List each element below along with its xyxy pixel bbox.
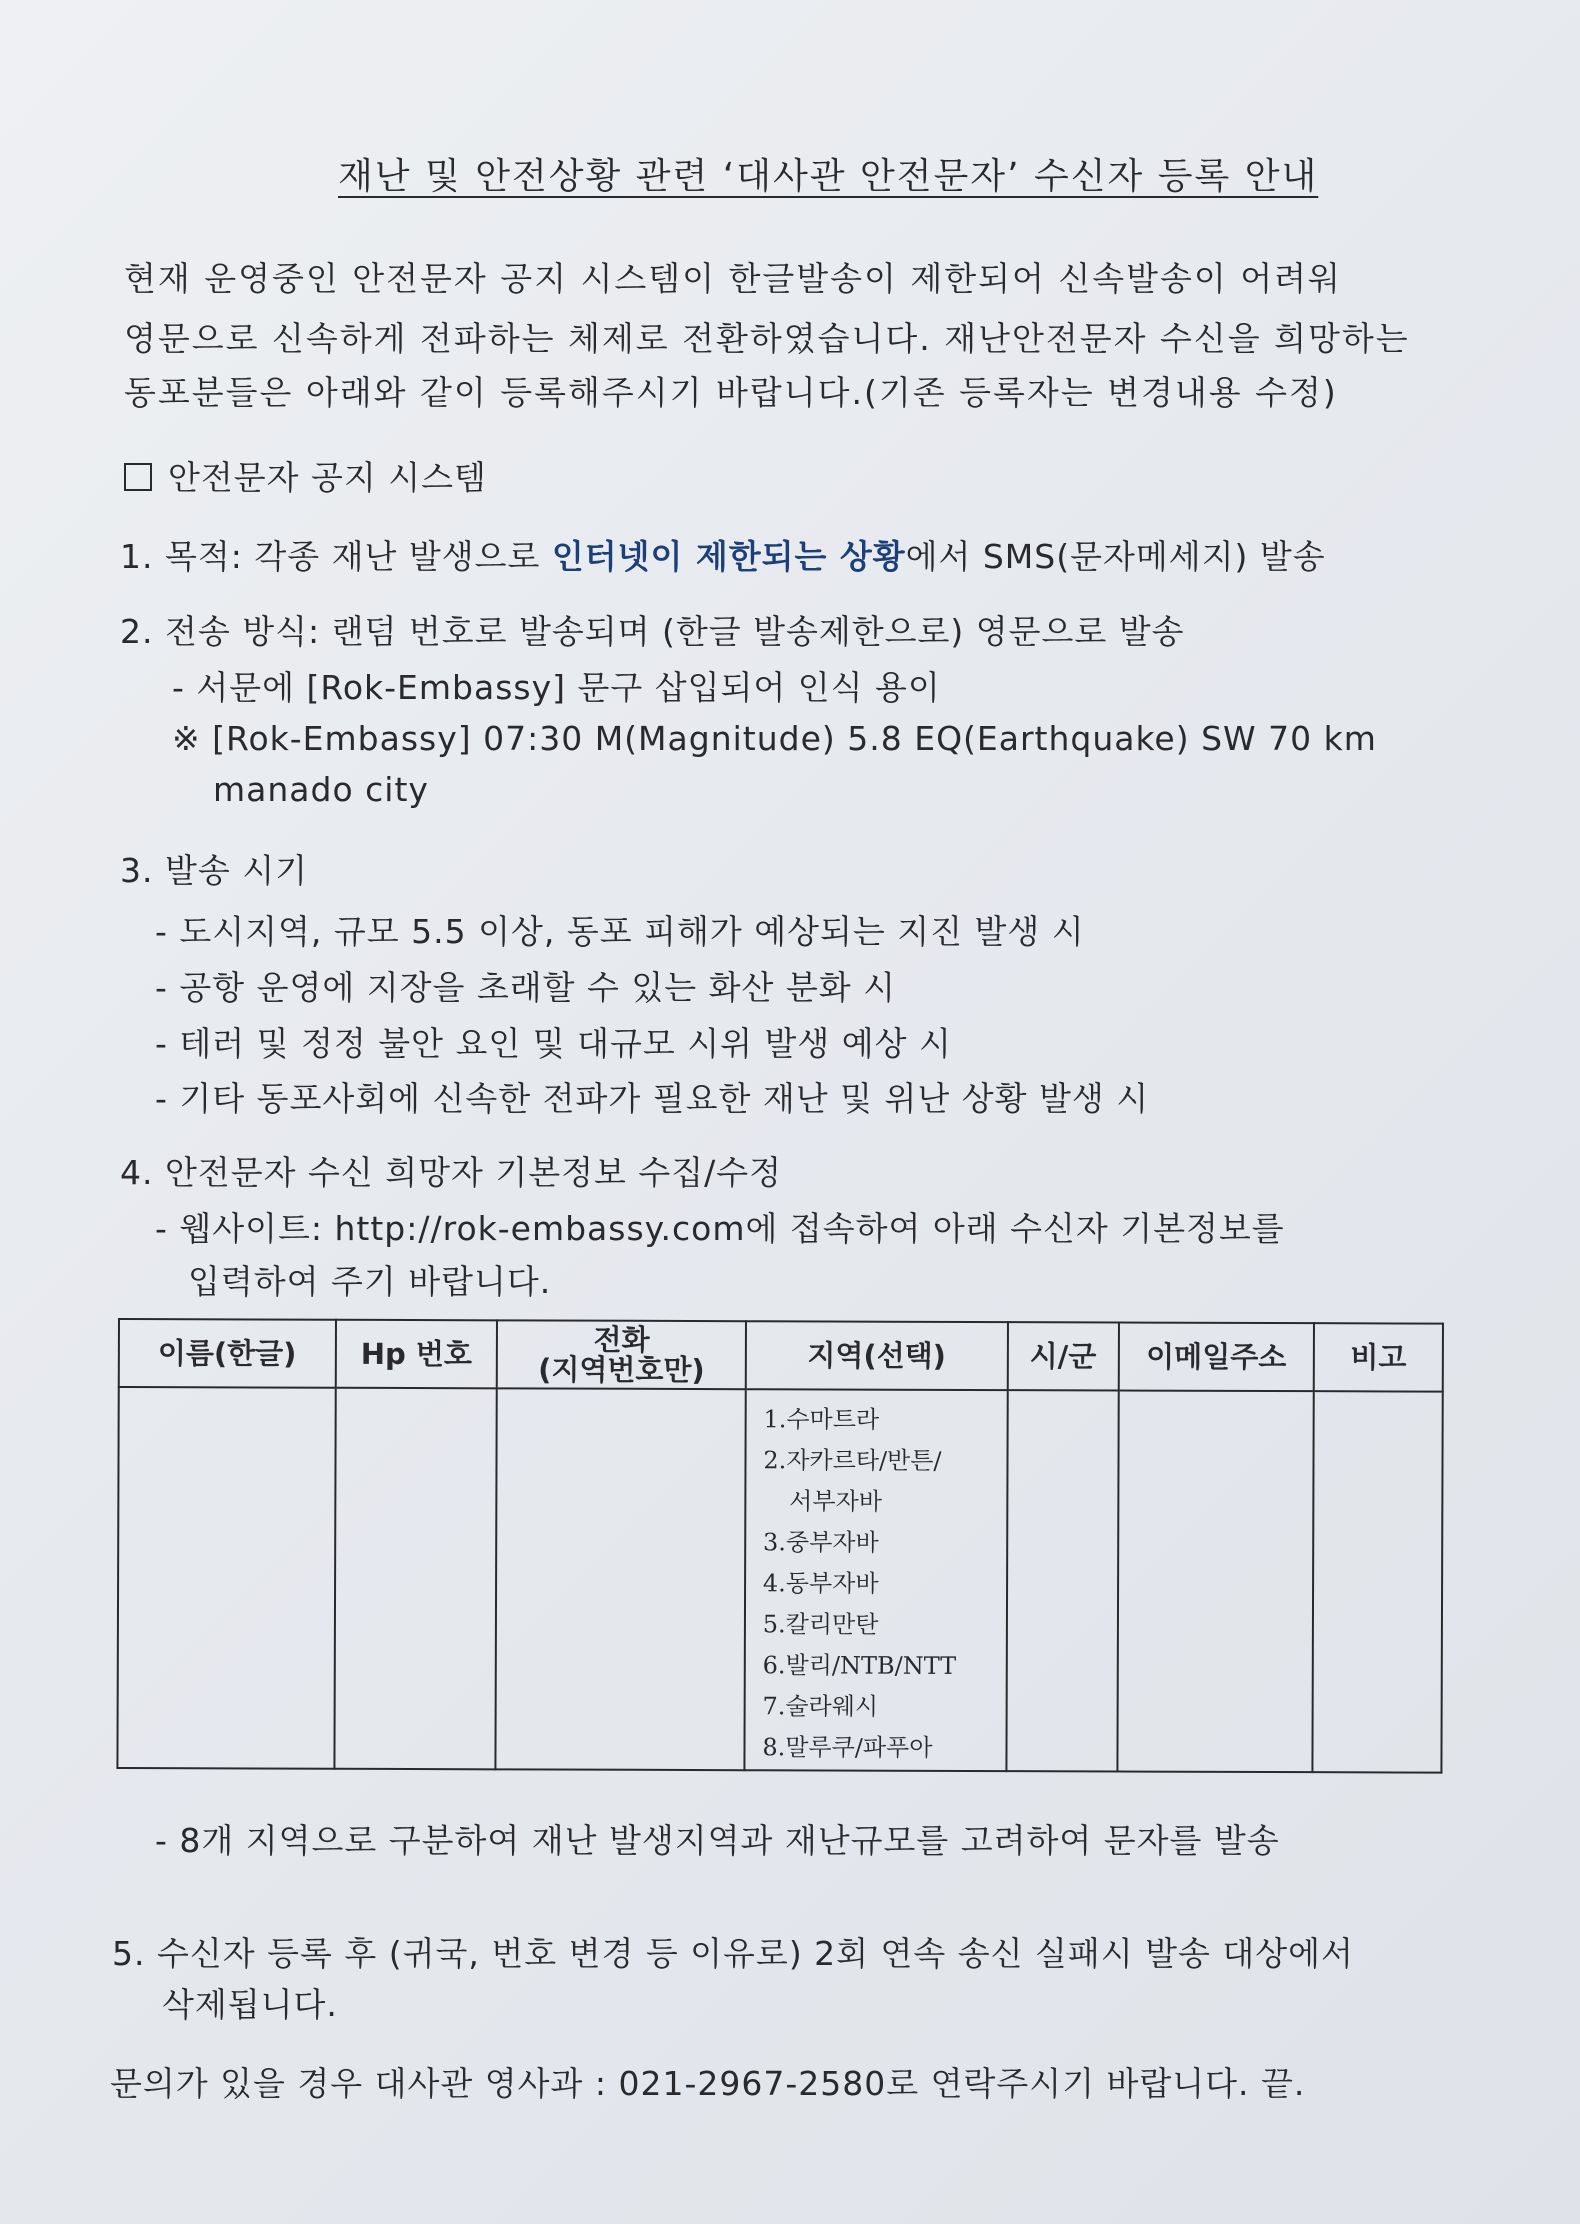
cell-phone <box>496 1388 746 1770</box>
cell-note <box>1313 1391 1443 1772</box>
header-city: 시/군 <box>1007 1322 1118 1390</box>
item-2-example-line-2: manado city <box>213 770 429 809</box>
header-phone-line-1: 전화 <box>593 1322 650 1357</box>
region-item: 1.수마트라 <box>763 1405 880 1434</box>
region-item: 3.중부자바 <box>763 1528 879 1557</box>
region-item: 7.술라웨시 <box>762 1692 879 1721</box>
item-3-bullet: - 공항 운영에 지장을 초래할 수 있는 화산 분화 시 <box>155 968 896 1007</box>
item-4-heading: 4. 안전문자 수신 희망자 기본정보 수집/수정 <box>120 1153 782 1192</box>
table-header-row <box>119 1319 1443 1392</box>
item-5-line-1: 5. 수신자 등록 후 (귀국, 번호 변경 등 이유로) 2회 연속 송신 실패시 발송 대상에서 <box>112 1934 1354 1973</box>
item-3-bullet: - 테러 및 정정 불안 요인 및 대규모 시위 발생 예상 시 <box>155 1024 952 1063</box>
region-item: 6.발리/NTB/NTT <box>762 1651 957 1680</box>
document-title: 재난 및 안전상황 관련 ‘대사관 안전문자’ 수신자 등록 안내 <box>338 156 1319 197</box>
intro-line-3: 동포분들은 아래와 같이 등록해주시기 바랍니다.(기존 등록자는 변경내용 수정) <box>124 373 1338 412</box>
header-note: 비고 <box>1314 1323 1443 1391</box>
item-4-website-line-1: - 웹사이트: http://rok-embassy.com에 접속하여 아래 수신자 기본정보를 <box>155 1209 1285 1248</box>
header-email: 이메일주소 <box>1118 1322 1314 1391</box>
item-1-prefix: 1. 목적: 각종 재난 발생으로 <box>120 537 552 576</box>
item-3-heading: 3. 발송 시기 <box>120 851 308 890</box>
region-item: 8.말루쿠/파푸아 <box>762 1733 933 1762</box>
header-region: 지역(선택) <box>746 1321 1008 1390</box>
item-3-bullet: - 기타 동포사회에 신속한 전파가 필요한 재난 및 위난 상황 발생 시 <box>155 1079 1150 1118</box>
item-2-example-line-1: ※ [Rok-Embassy] 07:30 M(Magnitude) 5.8 EQ(Earthquake) SW 70 km <box>172 719 1377 758</box>
registration-table <box>116 1318 1444 1774</box>
item-2-sub: - 서문에 [Rok-Embassy] 문구 삽입되어 인식 용이 <box>172 668 941 707</box>
section-heading-text: 안전문자 공지 시스템 <box>168 458 487 497</box>
header-phone-line-2: (지역번호만) <box>538 1352 705 1388</box>
region-item: 2.자카르타/반튼/ <box>763 1446 942 1475</box>
cell-email <box>1117 1390 1314 1772</box>
region-item: 4.동부자바 <box>762 1569 879 1598</box>
header-hp: Hp 번호 <box>335 1320 497 1389</box>
item-1-purpose <box>120 531 1326 578</box>
item-3-bullet: - 도시지역, 규모 5.5 이상, 동포 피해가 예상되는 지진 발생 시 <box>155 912 1085 951</box>
item-4-website-line-2: 입력하여 주기 바랍니다. <box>188 1262 552 1301</box>
table-row <box>117 1387 1442 1773</box>
item-1-suffix: 에서 SMS(문자메세지) 발송 <box>905 537 1326 576</box>
intro-line-1: 현재 운영중인 안전문자 공지 시스템이 한글발송이 제한되어 신속발송이 어려워 <box>124 259 1342 298</box>
checkbox-icon <box>124 463 152 491</box>
cell-city <box>1006 1390 1118 1771</box>
item-2-heading: 2. 전송 방식: 랜덤 번호로 발송되며 (한글 발송제한으로) 영문으로 발송 <box>120 612 1185 651</box>
cell-hp <box>334 1388 497 1770</box>
header-phone <box>497 1320 746 1389</box>
region-item: 5.칼리만탄 <box>762 1610 879 1639</box>
header-name: 이름(한글) <box>119 1319 336 1388</box>
intro-line-2: 영문으로 신속하게 전파하는 체제로 전환하였습니다. 재난안전문자 수신을 희망하는 <box>124 319 1410 358</box>
item-1-highlight: 인터넷이 제한되는 상황 <box>551 537 906 576</box>
region-item: 서부자바 <box>789 1487 883 1516</box>
item-5-line-2: 삭제됩니다. <box>162 1985 338 2024</box>
region-list <box>746 1391 1005 1769</box>
cell-name <box>117 1387 335 1769</box>
cell-region <box>744 1389 1007 1771</box>
contact-line: 문의가 있을 경우 대사관 영사과 : 021-2967-2580로 연락주시기 바랍니다. 끝. <box>110 2064 1306 2103</box>
section-heading <box>124 452 487 499</box>
region-note: - 8개 지역으로 구분하여 재난 발생지역과 재난규모를 고려하여 문자를 발송 <box>155 1821 1280 1860</box>
